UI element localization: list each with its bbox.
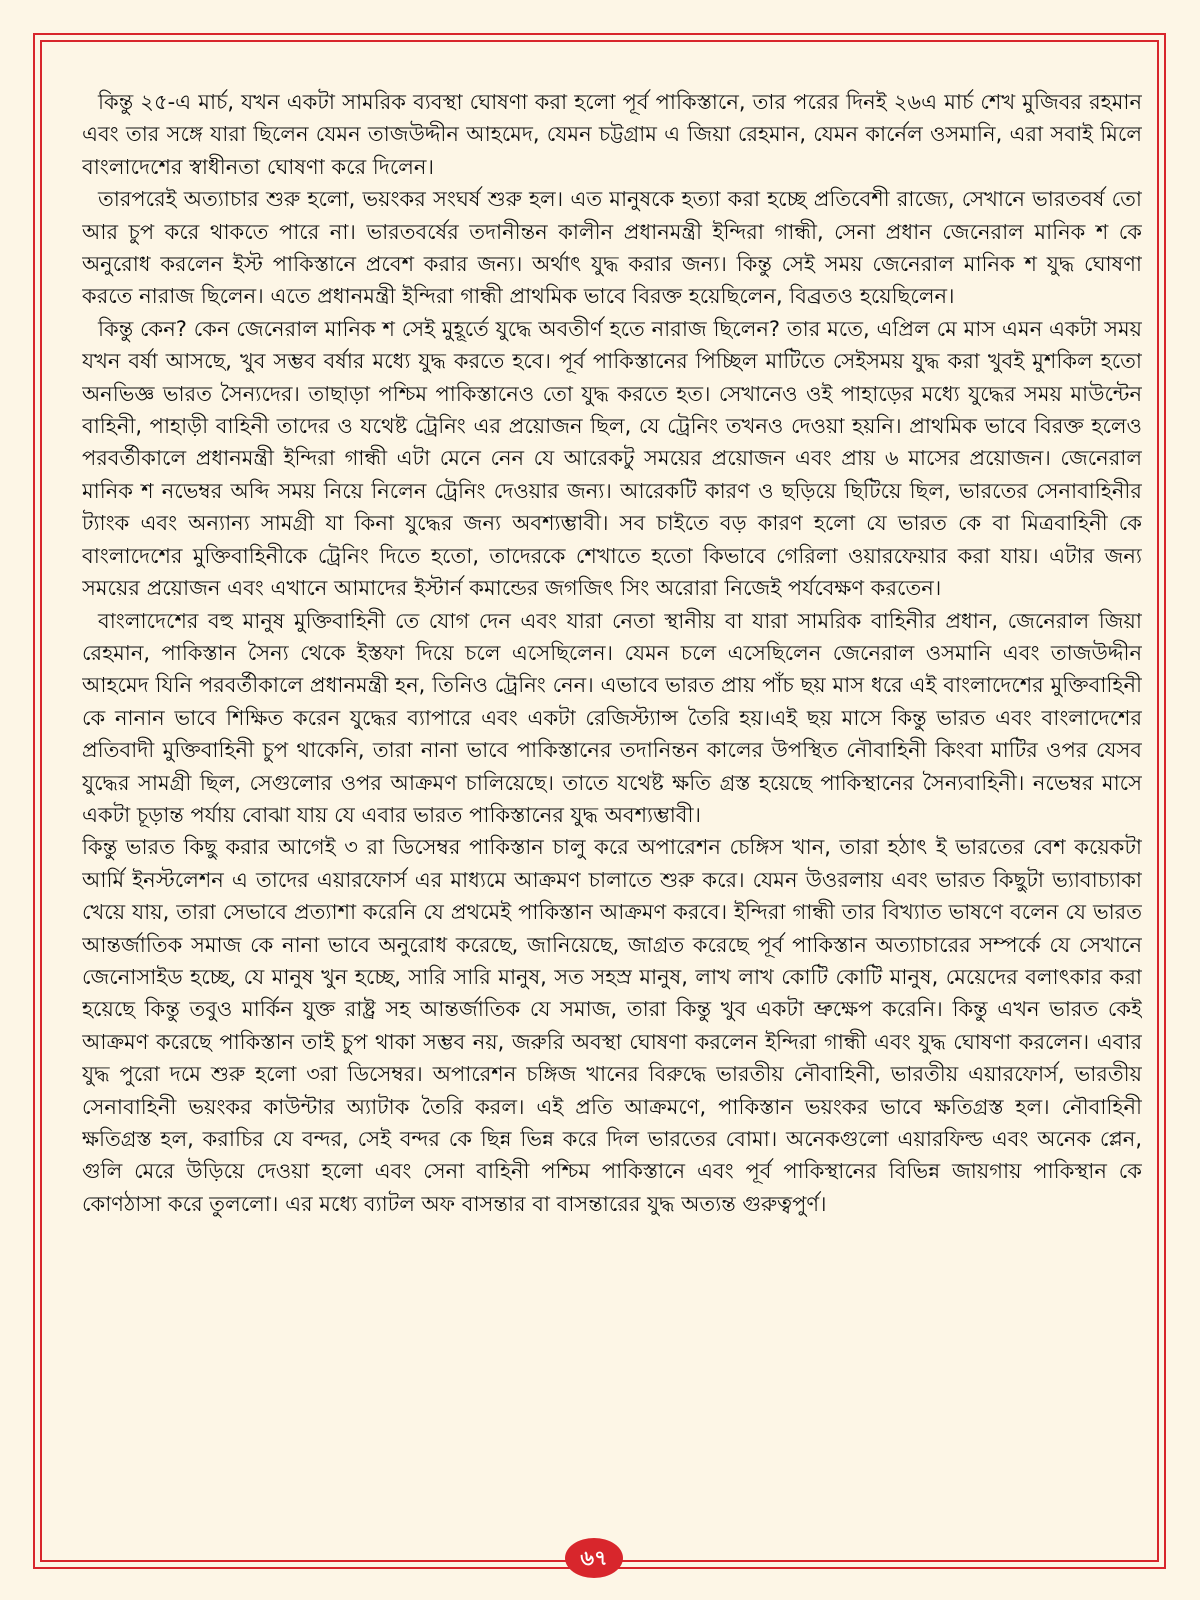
paragraph-3: কিন্তু কেন? কেন জেনেরাল মানিক শ সেই মুহূর্তে যুদ্ধে অবতীর্ণ হতে নারাজ ছিলেন? তার মতে, এপ্রিল মে মাস এমন একটা সময় যখন বর্ষা আসছে, খুব সম্ভব বর্ষার মধ্যে যুদ্ধ করতে হবে। পূর্ব পাকিস্তানের পিচ্ছিল মাটিতে সেইসময় যুদ্ধ করা খুবই মুশকিল হতো অনভিজ্ঞ ভারত সৈন্যদের। তাছাড়া পশ্চিম পাকিস্তানেও তো যুদ্ধ করতে হত। সেখানেও ওই পাহাড়ের মধ্যে যুদ্ধের সময় মাউন্টেন বাহিনী, পাহাড়ী বাহিনী তাদের ও যথেষ্ট ট্রেনিং এর প্রয়োজন ছিল, যে ট্রেনিং তখনও দেওয়া হয়নি। প্রাথমিক ভাবে বিরক্ত হলেও পরবর্তীকালে প্রধানমন্ত্রী ইন্দিরা গান্ধী এটা মেনে নেন যে আরেকটু সময়ের প্রয়োজন এবং প্রায় ৬ মাসের প্রয়োজন। জেনেরাল মানিক শ নভেম্বর অব্দি সময় নিয়ে নিলেন ট্রেনিং দেওয়ার জন্য। আরেকটি কারণ ও ছড়িয়ে ছিটিয়ে ছিল, ভারতের সেনাবাহিনীর ট্যাংক এবং অন্যান্য সামগ্রী যা কিনা যুদ্ধের জন্য অবশ্যম্ভাবী। সব চাইতে বড় কারণ হলো যে ভারত কে বা মিত্রবাহিনী কে বাংলাদেশের মুক্তিবাহিনীকে ট্রেনিং দিতে হতো, তাদেরকে শেখাতে হতো কিভাবে গেরিলা ওয়ারফেয়ার করা যায়। এটার জন্য সময়ের প্রয়োজন এবং এখানে আমাদের ইস্টার্ন কমান্ডের জগজিৎ সিং অরোরা নিজেই পর্যবেক্ষণ করতেন। <box>82 316 1142 601</box>
page-number-badge: ৬৭ <box>565 1538 623 1578</box>
paragraph-1: কিন্তু ২৫-এ মার্চ, যখন একটা সামরিক ব্যবস্থা ঘোষণা করা হলো পূর্ব পাকিস্তানে, তার পরের দিনই ২৬এ মার্চ শেখ মুজিবর রহমান এবং তার সঙ্গে যারা ছিলেন যেমন তাজউদ্দীন আহমেদ, যেমন চট্টগ্রাম এ জিয়া রেহমান, যেমন কার্নেল ওসমানি, এরা সবাই মিলে বাংলাদেশের স্বাধীনতা ঘোষণা করে দিলেন। <box>82 90 1142 179</box>
paragraph-4: বাংলাদেশের বহু মানুষ মুক্তিবাহিনী তে যোগ দেন এবং যারা নেতা স্থানীয় বা যারা সামরিক বাহিনীর প্রধান, জেনেরাল জিয়া রেহমান, পাকিস্তান সৈন্য থেকে ইস্তফা দিয়ে চলে এসেছিলেন। যেমন চলে এসেছিলেন জেনেরাল ওসমানি এবং তাজউদ্দীন আহমেদ যিনি পরবর্তীকালে প্রধানমন্ত্রী হন, তিনিও ট্রেনিং নেন। এভাবে ভারত প্রায় পাঁচ ছয় মাস ধরে এই বাংলাদেশের মুক্তিবাহিনী কে নানান ভাবে শিক্ষিত করেন যুদ্ধের ব্যাপারে এবং একটা রেজিস্ট্যান্স তৈরি হয়।এই ছয় মাসে কিন্তু ভারত এবং বাংলাদেশের প্রতিবাদী মুক্তিবাহিনী চুপ থাকেনি, তারা নানা ভাবে পাকিস্তানের তদানিন্তন কালের উপস্থিত নৌবাহিনী কিংবা মাটির ওপর যেসব যুদ্ধের সামগ্রী ছিল, সেগুলোর ওপর আক্রমণ চালিয়েছে। তাতে যথেষ্ট ক্ষতি গ্রস্ত হয়েছে পাকিস্থানের সৈন্যবাহিনী। নভেম্বর মাসে একটা চূড়ান্ত পর্যায় বোঝা যায় যে এবার ভারত পাকিস্তানের যুদ্ধ অবশ্যম্ভাবী। <box>82 608 1142 827</box>
page-body-text <box>82 86 1142 1546</box>
paragraph-2: তারপরেই অত্যাচার শুরু হলো, ভয়ংকর সংঘর্ষ শুরু হল। এত মানুষকে হত্যা করা হচ্ছে প্রতিবেশী রাজ্যে, সেখানে ভারতবর্ষ তো আর চুপ করে থাকতে পারে না। ভারতবর্ষের তদানীন্তন কালীন প্রধানমন্ত্রী ইন্দিরা গান্ধী, সেনা প্রধান জেনেরাল মানিক শ কে অনুরোধ করলেন ইস্ট পাকিস্তানে প্রবেশ করার জন্য। অর্থাৎ যুদ্ধ করার জন্য। কিন্তু সেই সময় জেনেরাল মানিক শ যুদ্ধ ঘোষণা করতে নারাজ ছিলেন। এতে প্রধানমন্ত্রী ইন্দিরা গান্ধী প্রাথমিক ভাবে বিরক্ত হয়েছিলেন, বিব্রতও হয়েছিলেন। <box>82 187 1142 309</box>
paragraph-5: কিন্তু ভারত কিছু করার আগেই ৩ রা ডিসেম্বর পাকিস্তান চালু করে অপারেশন চেঙ্গিস খান, তারা হঠাৎ ই ভারতের বেশ কয়েকটা আর্মি ইনস্টলেশন এ তাদের এয়ারফোর্স এর মাধ্যমে আক্রমণ চালাতে শুরু করে। যেমন উওরলায় এবং ভারত কিছুটা ভ্যাবাচ্যাকা খেয়ে যায়, তারা সেভাবে প্রত্যাশা করেনি যে প্রথমেই পাকিস্তান আক্রমণ করবে। ইন্দিরা গান্ধী তার বিখ্যাত ভাষণে বলেন যে ভারত আন্তর্জাতিক সমাজ কে নানা ভাবে অনুরোধ করেছে, জানিয়েছে, জাগ্রত করেছে পূর্ব পাকিস্তান অত্যাচারের সম্পর্কে যে সেখানে জেনোসাইড হচ্ছে, যে মানুষ খুন হচ্ছে, সারি সারি মানুষ, সত সহস্র মানুষ, লাখ লাখ কোটি কোটি মানুষ, মেয়েদের বলাৎকার করা হয়েছে কিন্তু তবুও মার্কিন যুক্ত রাষ্ট্র সহ আন্তর্জাতিক যে সমাজ, তারা কিন্তু খুব একটা ভ্রুক্ষেপ করেনি। কিন্তু এখন ভারত কেই আক্রমণ করেছে পাকিস্তান তাই চুপ থাকা সম্ভব নয়, জরুরি অবস্থা ঘোষণা করলেন ইন্দিরা গান্ধী এবং যুদ্ধ ঘোষণা করলেন। এবার যুদ্ধ পুরো দমে শুরু হলো ৩রা ডিসেম্বর। অপারেশন চঙ্গিজ খানের বিরুদ্ধে ভারতীয় নৌবাহিনী, ভারতীয় এয়ারফোর্স, ভারতীয় সেনাবাহিনী ভয়ংকর কাউন্টার অ্যাটাক তৈরি করল। এই প্রতি আক্রমণে, পাকিস্তান ভয়ংকর ভাবে ক্ষতিগ্রস্ত হল। নৌবাহিনী ক্ষতিগ্রস্ত হল, করাচির যে বন্দর, সেই বন্দর কে ছিন্ন ভিন্ন করে দিল ভারতের বোমা। অনেকগুলো এয়ারফিল্ড এবং অনেক প্লেন, গুলি মেরে উড়িয়ে দেওয়া হলো এবং সেনা বাহিনী পশ্চিম পাকিস্তানে এবং পূর্ব পাকিস্থানের বিভিন্ন জায়গায় পাকিস্থান কে কোণঠাসা করে তুললো। এর মধ্যে ব্যাটল অফ বাসন্তার বা বাসন্তারের যুদ্ধ অত্যন্ত গুরুত্বপুর্ণ। <box>82 835 1142 1216</box>
